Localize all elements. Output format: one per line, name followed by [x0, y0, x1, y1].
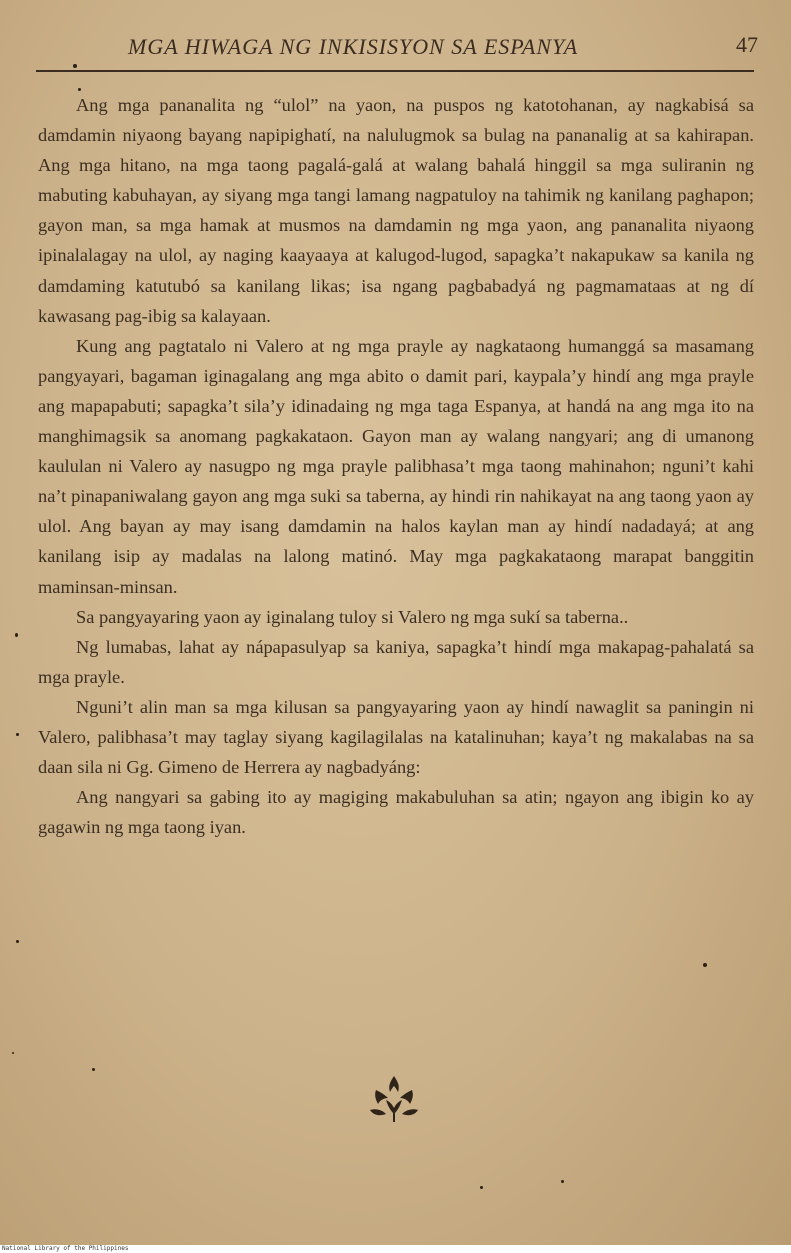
ink-speck: [561, 1180, 564, 1183]
paragraph-1: Ang mga pananalita ng “ulol” na yaon, na puspos ng katotohanan, ay nagkabisá sa damdamin niyaong bayang napipighatí, na nalulugmok sa bulag na pananalig at sa kahirapan. Ang mga hitano, na mga taong pagalá-galá at walang bahalá hinggil sa mga suliranin ng mabuting kabuhayan, ay siyang mga tangi lamang nagpatuloy na tahimik ng kanilang paghapon; gayon man, sa mga hamak at musmos na damdamin ng mga yaon, ang pananalita niyaong ipinalalagay na ulol, ay naging kaayaaya at kalugod-lugod, sapagka’t nakapukaw sa kanila ng damdaming katutubó sa kanilang likas; isa ngang pagbabadyá ng pagmamataas at ng dí kawasang pag-ibig sa kalayaan.: [38, 95, 754, 326]
body-text: [38, 90, 754, 842]
ink-speck: [16, 733, 19, 736]
footer-credit: National Library of the Philippines: [0, 1245, 791, 1253]
page-number: 47: [736, 32, 758, 57]
running-title: MGA HIWAGA NG INKISISYON SA ESPANYA: [128, 34, 579, 59]
paragraph-3: Sa pangyayaring yaon ay iginalang tuloy si Valero ng mga sukí sa taberna..: [76, 606, 629, 627]
paragraph-6: Ang nangyari sa gabing ito ay magiging makabuluhan sa atin; ngayon ang ibigin ko ay gagawin ng mga taong iyan.: [38, 787, 754, 838]
ink-speck: [480, 1186, 483, 1189]
ink-speck: [12, 1052, 14, 1054]
running-header: [128, 30, 758, 64]
header-rule: [36, 70, 754, 72]
ink-speck: [703, 963, 707, 967]
ink-speck: [73, 64, 77, 68]
ink-speck: [78, 88, 81, 91]
paragraph-4: Ng lumabas, lahat ay nápapasulyap sa kaniya, sapagka’t hindí mga makapag-pahalatá sa mga prayle.: [38, 636, 754, 687]
ink-speck: [92, 1068, 95, 1071]
floral-ornament-icon: [366, 1070, 422, 1126]
ink-speck: [15, 633, 18, 637]
paragraph-5: Nguni’t alin man sa mga kilusan sa pangyayaring yaon ay hindí nawaglit sa paningin ni Valero, palibhasa’t may taglay siyang kagilagilalas na katalinuhan; kaya’t ng makalabas na sa daan sila ni Gg. Gimeno de Herrera ay nagbadyáng:: [38, 696, 754, 778]
paragraph-2: Kung ang pagtatalo ni Valero at ng mga prayle ay nagkataong humanggá sa masamang pangyayari, bagaman iginagalang ang mga abito o damit pari, kaypala’y hindí ang mga prayle ang mapapabuti; sapagka’t sila’y idinadaing ng mga taga Espanya, at handá na ang mga ito na manghimagsik sa anomang pagkakataon. Gayon man ay walang nangyari; ang di umanong kaululan ni Valero ay nasugpo ng mga prayle palibhasa’t mga taong mahinahon; nguni’t kahi na’t pinapaniwalang gayon ang mga suki sa taberna, ay hindi rin nahikayat na ang taong yaon ay ulol. Ang bayan ay may isang damdamin na halos kaylan man ay hindí nadadayá; at ang kanilang isip ay madalas na lalong matinó. May mga pagkakataong marapat banggitin maminsan-minsan.: [38, 335, 754, 597]
ink-speck: [16, 940, 19, 943]
